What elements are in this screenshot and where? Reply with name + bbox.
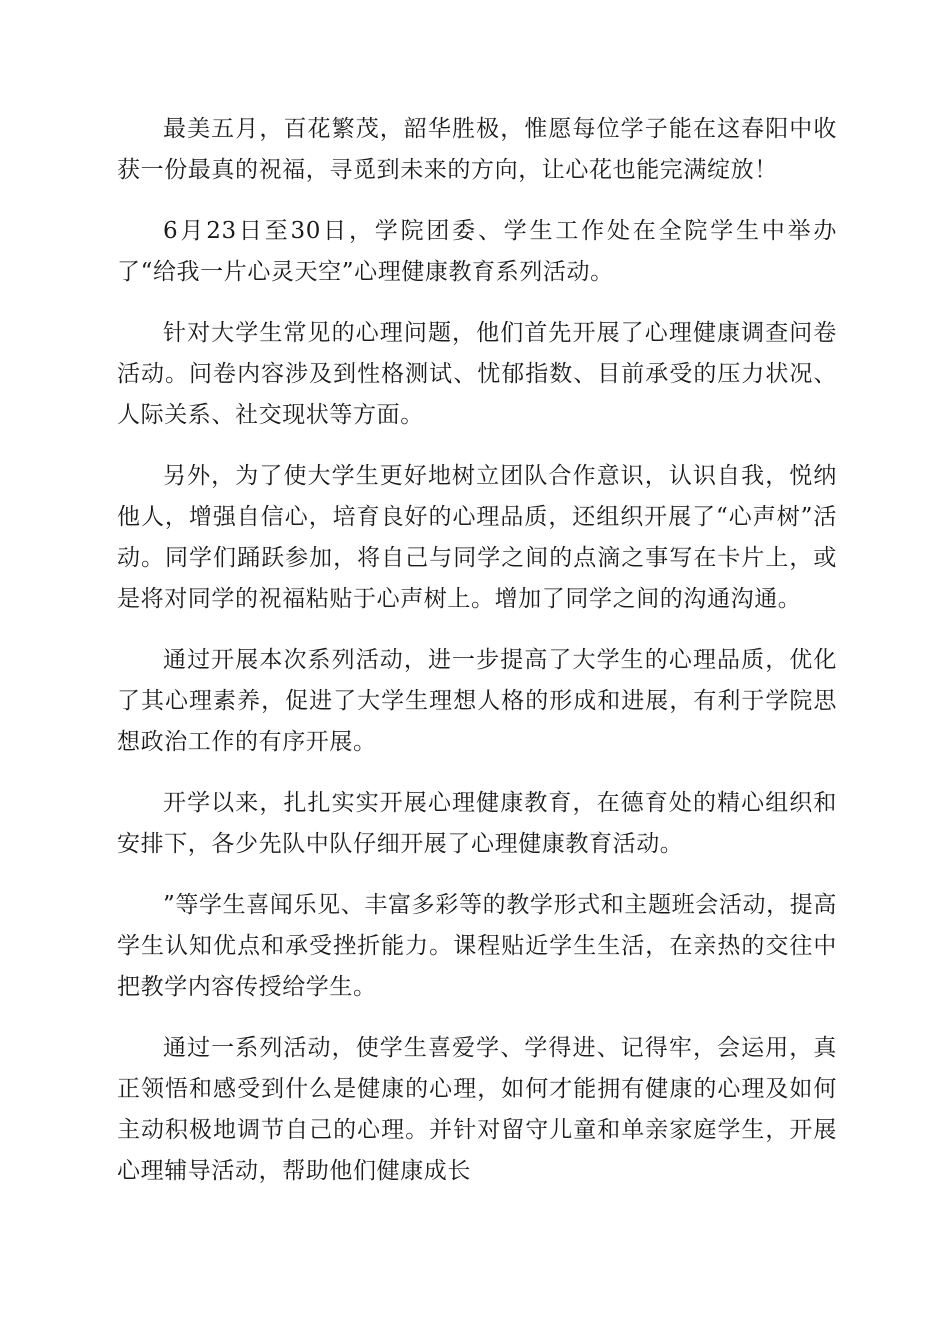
- paragraph-5: 通过开展本次系列活动，进一步提高了大学生的心理品质，优化了其心理素养，促进了大学生理想人格的形成和进展，有利于学院思想政治工作的有序开展。: [117, 647, 837, 755]
- paragraph-4: 另外，为了使大学生更好地树立团队合作意识，认识自我，悦纳他人，增强自信心，培育良好的心理品质，还组织开展了“心声树”活动。同学们踊跃参加，将自己与同学之间的点滴之事写在卡片上，或是将对同学的祝福粘贴于心声树上。增加了同学之间的沟通沟通。: [117, 463, 837, 612]
- paragraph-8: 通过一系列活动，使学生喜爱学、学得进、记得牢，会运用，真正领悟和感受到什么是健康的心理，如何才能拥有健康的心理及如何主动积极地调节自己的心理。并针对留守儿童和单亲家庭学生，开展心理辅导活动，帮助他们健康成长: [117, 1035, 837, 1184]
- paragraph-6: 开学以来，扎扎实实开展心理健康教育，在德育处的精心组织和安排下，各少先队中队仔细开展了心理健康教育活动。: [117, 790, 837, 857]
- paragraph-7: ”等学生喜闻乐见、丰富多彩等的教学形式和主题班会活动，提高学生认知优点和承受挫折能力。课程贴近学生生活，在亲热的交往中把教学内容传授给学生。: [117, 892, 837, 1000]
- paragraph-1: 最美五月，百花繁茂，韶华胜极，惟愿每位学子能在这春阳中收获一份最真的祝福，寻觅到未来的方向，让心花也能完满绽放！: [117, 116, 837, 183]
- document-body: [117, 109, 837, 1212]
- paragraph-2: 6月23日至30日，学院团委、学生工作处在全院学生中举办了“给我一片心灵天空”心理健康教育系列活动。: [117, 218, 837, 285]
- paragraph-3: 针对大学生常见的心理问题，他们首先开展了心理健康调查问卷活动。问卷内容涉及到性格测试、忧郁指数、目前承受的压力状况、人际关系、社交现状等方面。: [117, 320, 837, 428]
